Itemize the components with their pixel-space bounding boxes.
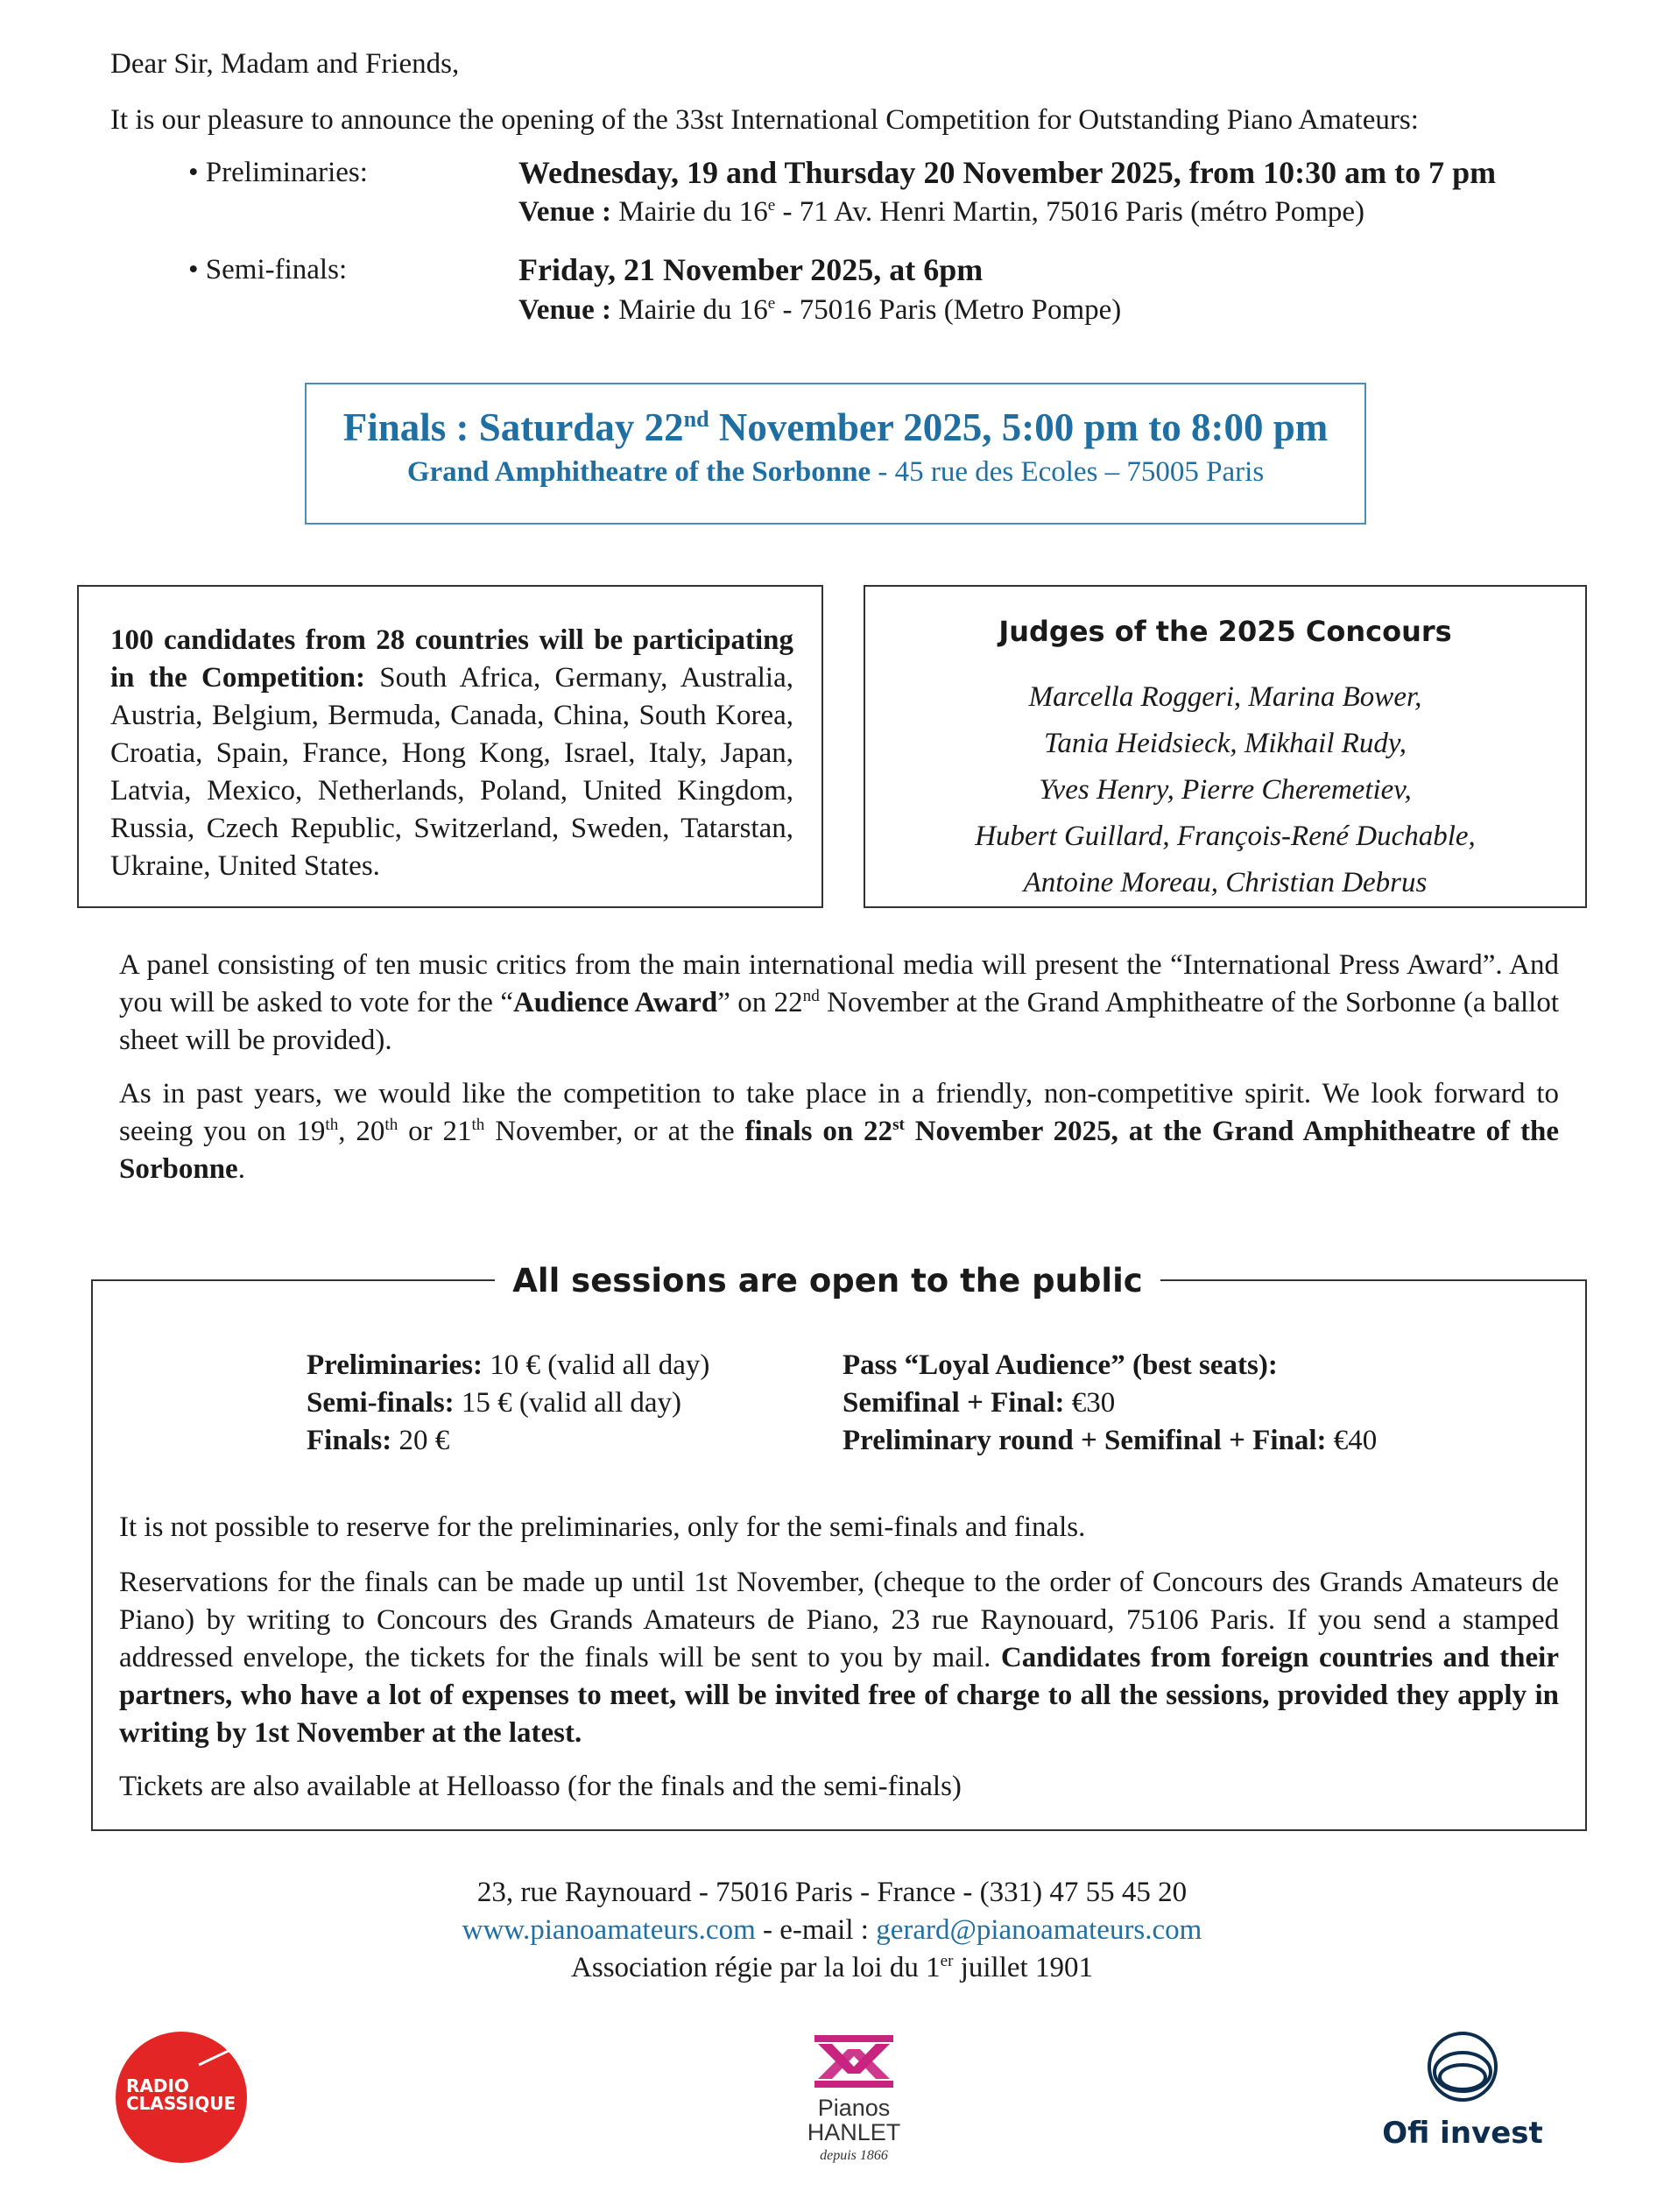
ofi-invest-text: Ofi invest	[1382, 2116, 1543, 2151]
helloasso-note: Tickets are also available at Helloasso (for the finals and the semi-finals)	[119, 1771, 962, 1802]
ofi-emblem-icon	[1421, 2028, 1505, 2107]
public-sessions-title: All sessions are open to the public	[495, 1259, 1160, 1303]
prices-right	[843, 1347, 1377, 1460]
semifinals-venue: Venue : Mairie du 16e - 75016 Paris (Metro Pompe)	[518, 294, 1122, 326]
candidates-box	[77, 585, 823, 908]
finals-box	[305, 383, 1366, 525]
radio-logo-line1: RADIO	[126, 2075, 189, 2096]
candidates-text: 100 candidates from 28 countries will be participating in the Competition: South Africa, Germany, Australia, Austria, Belgium, Bermuda, Canada, China, South Korea, Croatia, Spain, France, Hong Kong, Israel, Italy, Japan, Latvia, Mexico, Netherlands, Poland, United Kingdom, Russia, Czech Republic, Switzerland, Sweden, Tatarstan, Ukraine, United States.	[110, 624, 793, 882]
price-pass-full: Preliminary round + Semifinal + Final: €40	[843, 1425, 1378, 1456]
judges-box	[864, 585, 1587, 908]
intro-text: It is our pleasure to announce the opening of the 33st International Competition for Outstanding Piano Amateurs:	[110, 104, 1419, 136]
price-pass-semifinal-final: Semifinal + Final: €30	[843, 1387, 1116, 1419]
website-link[interactable]: www.pianoamateurs.com	[462, 1914, 756, 1946]
price-finals: Finals: 20 €	[307, 1425, 450, 1456]
hanlet-line2: HANLET	[807, 2119, 901, 2145]
judges-line: Yves Henry, Pierre Cheremetiev,	[1039, 774, 1412, 806]
footer-address: 23, rue Raynouard - 75016 Paris - France - (331) 47 55 45 20	[476, 1877, 1188, 1908]
judges-line: Antoine Moreau, Christian Debrus	[1023, 867, 1428, 898]
radio-classique-logo	[116, 2032, 247, 2163]
reservation-details: Reservations for the finals can be made up until 1st November, (cheque to the order of Concours des Grands Amateurs de Piano) by writing to Concours des Grands Amateurs de Piano, 23 rue Raynouard, 75106 Paris. If you send a stamped addressed envelope, the tickets for the finals will be sent to you by mail. Candidates from foreign countries and their partners, who have a lot of expenses to meet, will be invited free of charge to all the sessions, provided they apply in writing by 1st November at the latest.	[119, 1567, 1559, 1749]
semifinals-date: Friday, 21 November 2025, at 6pm	[518, 252, 984, 287]
finals-title: Finals : Saturday 22nd November 2025, 5:00 pm to 8:00 pm	[342, 405, 1329, 449]
footer-contact: www.pianoamateurs.com - e-mail : gerard@pianoamateurs.com	[462, 1914, 1202, 1946]
reservation-note: It is not possible to reserve for the preliminaries, only for the semi-finals and finals.	[119, 1511, 1086, 1543]
preliminaries-venue: Venue : Mairie du 16e - 71 Av. Henri Martin, 75016 Paris (métro Pompe)	[518, 196, 1364, 228]
greeting: Dear Sir, Madam and Friends,	[110, 48, 460, 80]
finals-venue: Grand Amphitheatre of the Sorbonne - 45 rue des Ecoles – 75005 Paris	[406, 456, 1265, 488]
hanlet-line3: depuis 1866	[820, 2148, 888, 2163]
preliminaries-label: • Preliminaries:	[188, 157, 368, 188]
judges-title: Judges of the 2025 Concours	[998, 615, 1452, 648]
press-award-paragraph: A panel consisting of ten music critics from the main international media will present the “International Press Award”. And you will be asked to vote for the “Audience Award” on 22nd November at the Grand Amphitheatre of the Sorbonne (a ballot sheet will be provided).	[119, 949, 1559, 1056]
price-semifinals: Semi-finals: 15 € (valid all day)	[307, 1387, 682, 1419]
radio-logo-line2: CLASSIQUE	[126, 2093, 236, 2114]
preliminaries-date: Wednesday, 19 and Thursday 20 November 2025, from 10:30 am to 7 pm	[518, 155, 1497, 190]
judges-line: Hubert Guillard, François-René Duchable,	[975, 821, 1476, 852]
spirit-paragraph: As in past years, we would like the competition to take place in a friendly, non-competitive spirit. We look forward to seeing you on 19th, 20th or 21th November, or at the finals on 22st November 2025, at the Grand Amphitheatre of the Sorbonne.	[119, 1078, 1560, 1185]
ofi-invest-logo	[1366, 2028, 1559, 2159]
email-link[interactable]: gerard@pianoamateurs.com	[876, 1914, 1202, 1946]
hanlet-line1: Pianos	[817, 2095, 891, 2121]
judges-line: Tania Heidsieck, Mikhail Rudy,	[1044, 728, 1407, 759]
hanlet-emblem-icon	[806, 2032, 902, 2091]
footer-association: Association régie par la loi du 1er juillet 1901	[571, 1952, 1093, 1983]
judges-line: Marcella Roggeri, Marina Bower,	[1028, 681, 1422, 713]
pass-title: Pass “Loyal Audience” (best seats):	[843, 1349, 1278, 1381]
prices-left	[307, 1347, 709, 1460]
pianos-hanlet-logo	[788, 2032, 920, 2172]
semifinals-label: • Semi-finals:	[188, 254, 348, 285]
price-preliminaries: Preliminaries: 10 € (valid all day)	[307, 1349, 710, 1381]
judges-list	[865, 674, 1585, 906]
